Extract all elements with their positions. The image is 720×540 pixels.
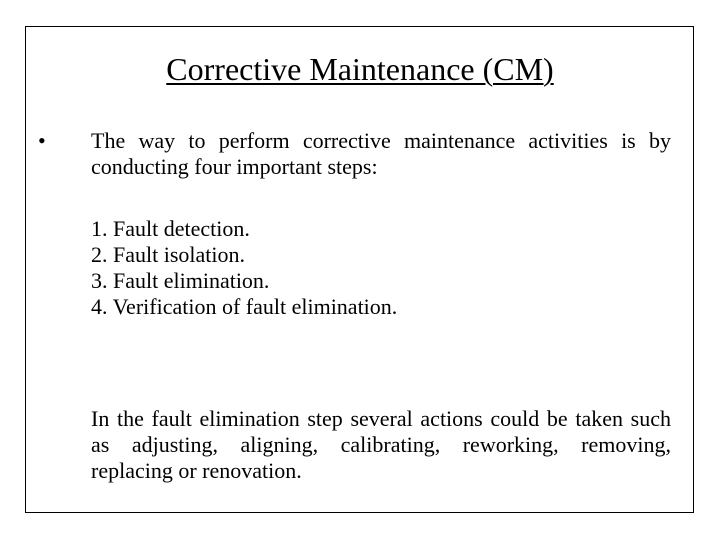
closing-paragraph: In the fault elimination step several actions could be taken such as adjusting, aligning, calibrating, reworking, removing, replacing or renovation.: [91, 406, 671, 483]
slide-title: [0, 50, 720, 88]
intro-paragraph: The way to perform corrective maintenance activities is by conducting four important steps:: [91, 128, 671, 179]
step-item: 1. Fault detection.: [91, 216, 250, 241]
slide-title-text: Corrective Maintenance (CM): [166, 51, 554, 87]
bullet-marker: •: [38, 128, 46, 153]
step-item: 4. Verification of fault elimination.: [91, 294, 398, 319]
step-item: 2. Fault isolation.: [91, 242, 245, 267]
steps-list: [91, 216, 671, 320]
step-item: 3. Fault elimination.: [91, 268, 270, 293]
